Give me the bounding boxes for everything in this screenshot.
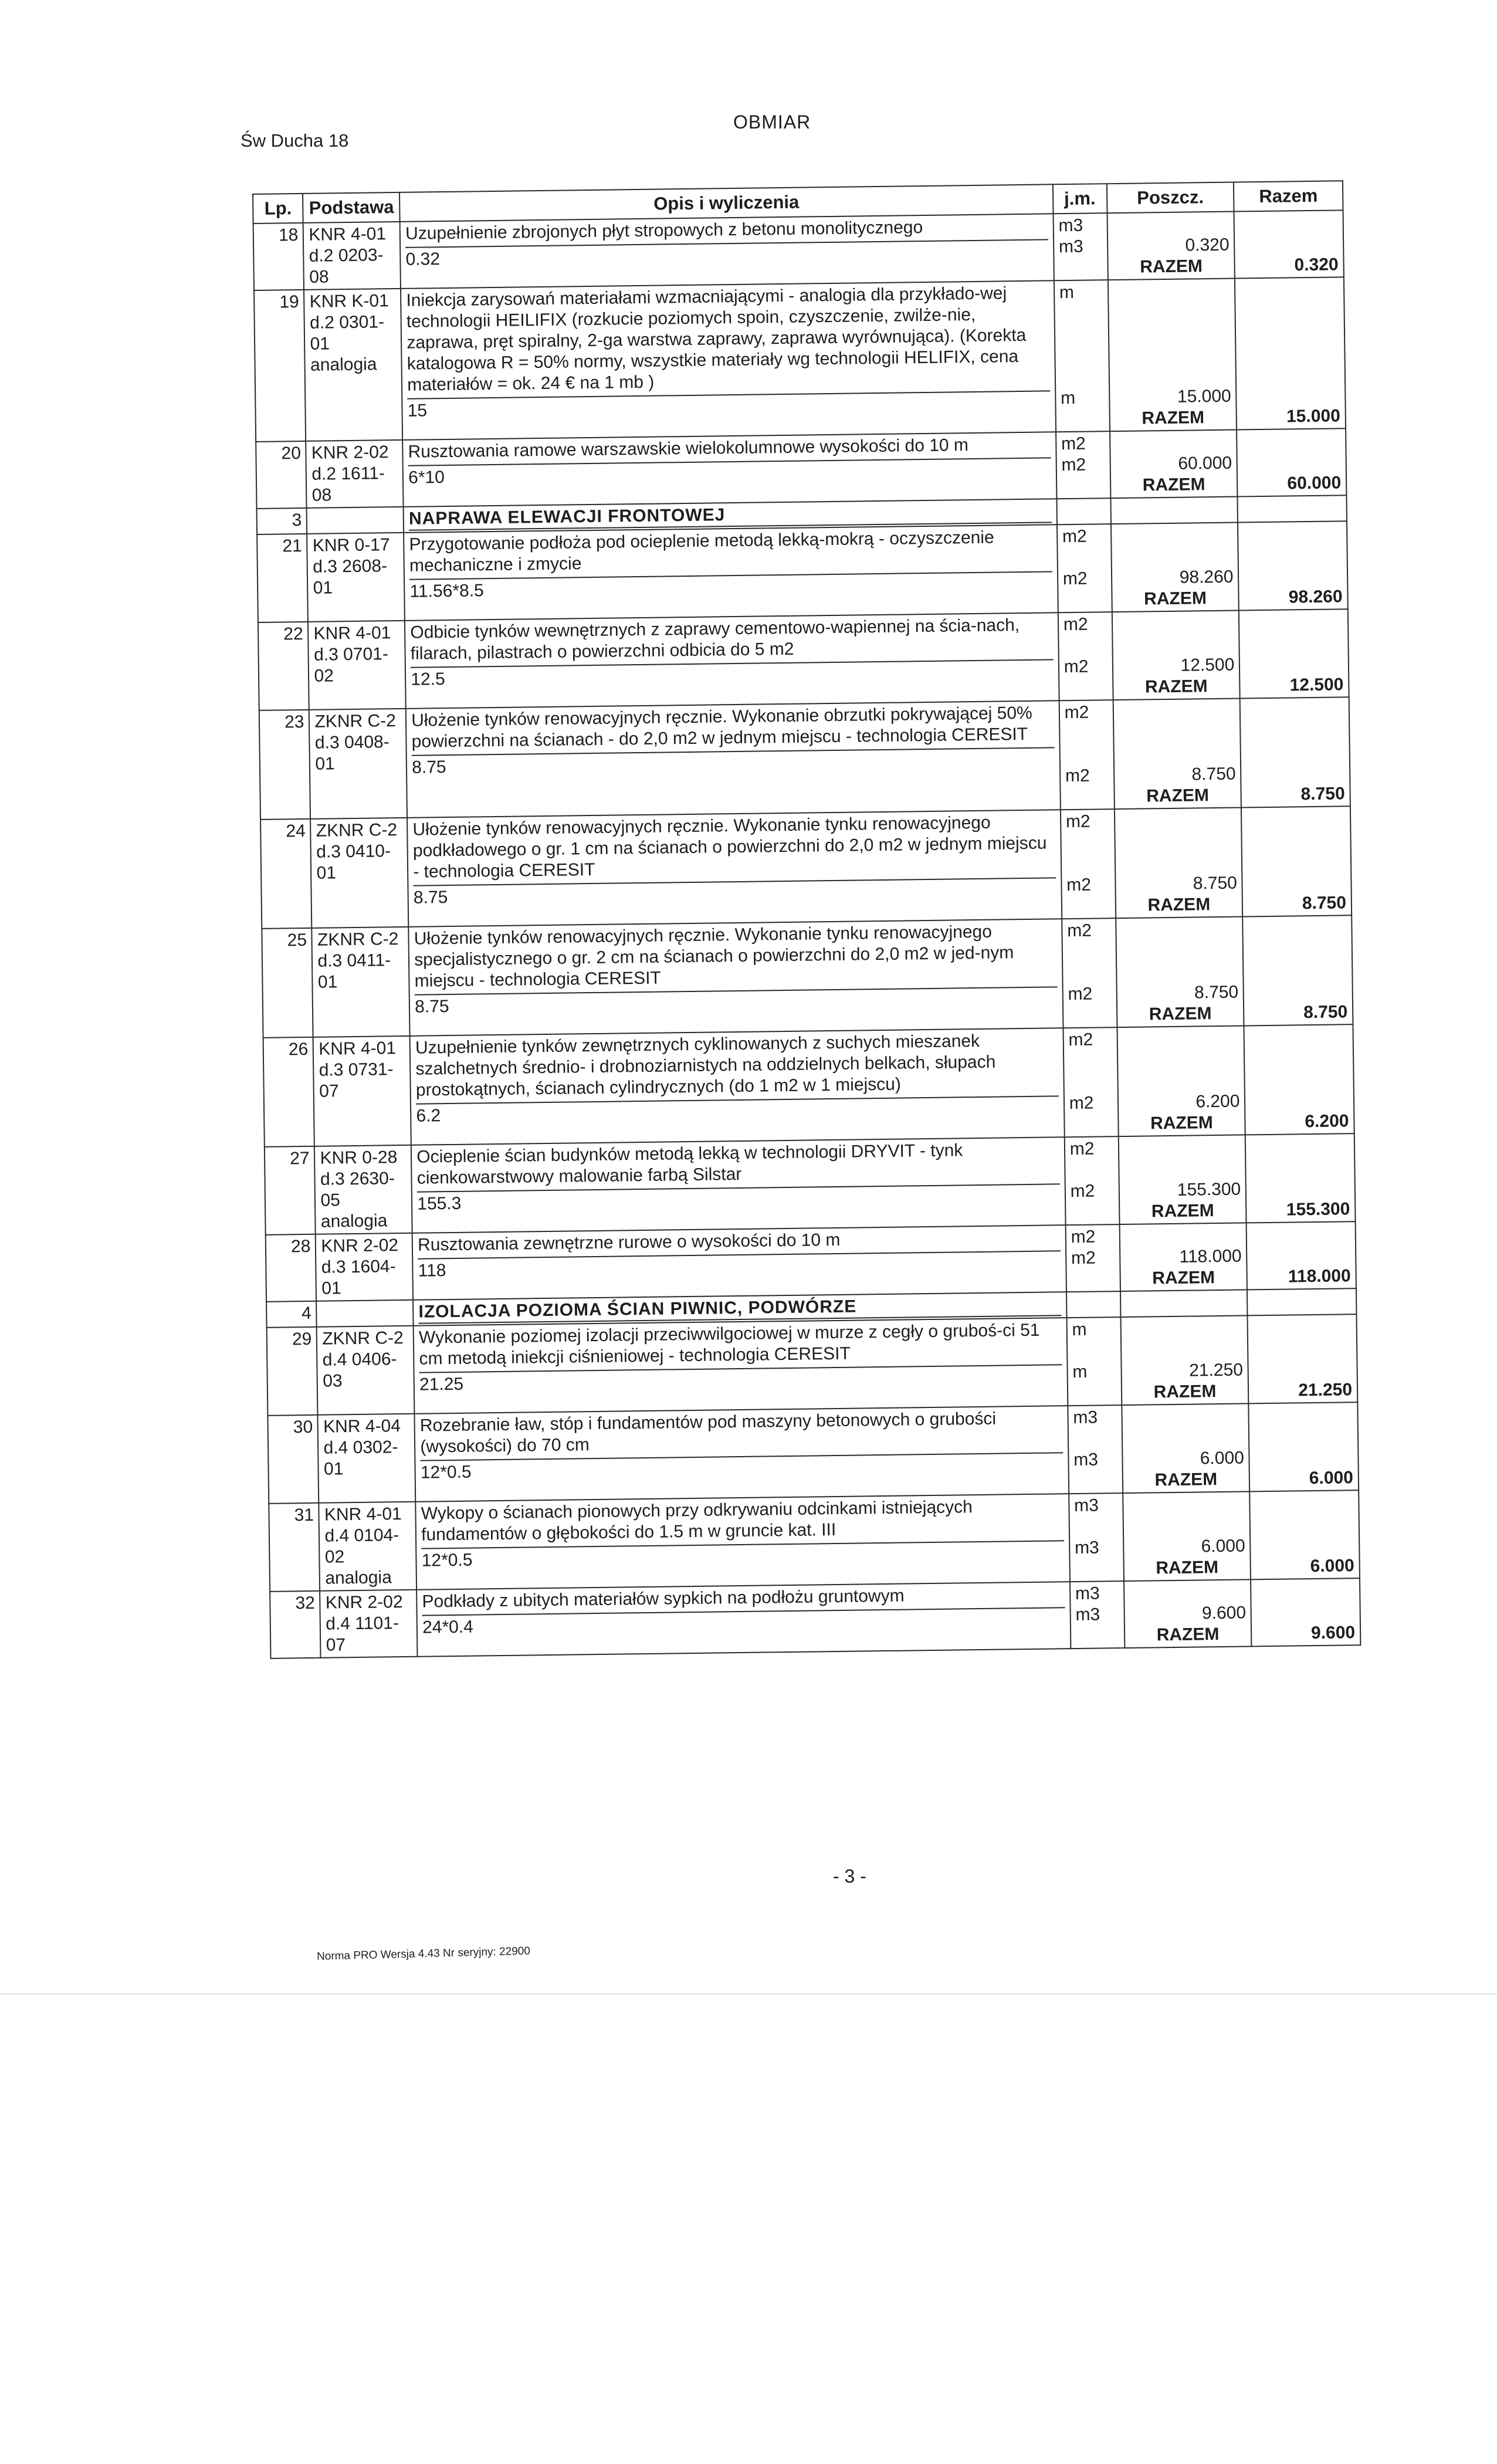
row-opis-cell bbox=[409, 919, 1064, 1036]
table-row bbox=[265, 1133, 1356, 1235]
row-description: Wykopy o ścianach pionowych przy odkrywaniu odcinkami istniejących fundamentów o głębokości do 1.5 m w gruncie kat. III bbox=[421, 1497, 973, 1545]
row-opis-cell bbox=[407, 810, 1062, 927]
row-total: 6.200 bbox=[1305, 1111, 1349, 1132]
row-unit: m2 bbox=[1069, 1139, 1095, 1159]
row-calculation: 8.75 bbox=[412, 747, 1055, 778]
blank-area bbox=[0, 1995, 1497, 2464]
row-podstawa: ZKNR C-2 d.3 0411-01 bbox=[312, 927, 410, 1037]
row-calculation: 0.32 bbox=[405, 239, 1048, 270]
row-razem-label: RAZEM bbox=[1144, 676, 1208, 697]
row-razem-cell bbox=[1234, 210, 1344, 278]
row-quantity: 21.250 bbox=[1189, 1360, 1244, 1380]
row-jm-cell bbox=[1065, 1224, 1120, 1292]
row-razem-label: RAZEM bbox=[1142, 408, 1205, 428]
row-unit: m3 bbox=[1075, 1583, 1100, 1604]
row-lp: 22 bbox=[258, 622, 309, 710]
row-unit-repeat: m2 bbox=[1071, 1248, 1096, 1268]
row-opis-cell bbox=[414, 1318, 1068, 1414]
section-number: 4 bbox=[266, 1301, 317, 1328]
row-opis-cell bbox=[402, 432, 1056, 507]
row-poszcz-cell bbox=[1110, 430, 1238, 499]
software-footer: Norma PRO Wersja 4.43 Nr seryjny: 22900 bbox=[316, 1945, 531, 1963]
row-poszcz-cell bbox=[1122, 1403, 1250, 1493]
row-description: Podkłady z ubitych materiałów sypkich na podłożu gruntowym bbox=[422, 1586, 905, 1612]
row-quantity: 6.000 bbox=[1201, 1536, 1245, 1556]
row-quantity: 6.200 bbox=[1195, 1091, 1240, 1112]
row-podstawa: ZKNR C-2 d.3 0410-01 bbox=[311, 818, 409, 928]
table-row bbox=[263, 1024, 1354, 1147]
col-header-opis: Opis i wyliczenia bbox=[399, 184, 1053, 222]
row-razem-label: RAZEM bbox=[1156, 1558, 1219, 1578]
cost-estimate-table bbox=[252, 180, 1361, 1659]
row-calculation: 8.75 bbox=[415, 986, 1058, 1017]
row-razem-label: RAZEM bbox=[1152, 1268, 1215, 1288]
row-unit-repeat: m3 bbox=[1073, 1450, 1099, 1470]
section-jm-cell bbox=[1056, 498, 1110, 524]
row-jm-cell bbox=[1063, 1027, 1118, 1137]
row-unit-repeat: m2 bbox=[1062, 568, 1088, 589]
table-row bbox=[269, 1490, 1360, 1592]
row-podstawa: KNR 4-01 d.4 0104-02 analogia bbox=[319, 1502, 417, 1591]
row-total: 98.260 bbox=[1288, 587, 1343, 607]
row-quantity: 8.750 bbox=[1194, 982, 1239, 1003]
section-poszcz-cell bbox=[1120, 1289, 1247, 1317]
row-description: Ułożenie tynków renowacyjnych ręcznie. Wykonanie obrzutki pokrywającej 50% powierzchni na ścianach - do 2,0 m2 w jednym miejscu - technologia CERESIT bbox=[411, 703, 1032, 752]
row-lp: 30 bbox=[267, 1415, 319, 1504]
row-jm-cell bbox=[1056, 431, 1110, 499]
row-description: Uzupełnienie zbrojonych płyt stropowych z betonu monolitycznego bbox=[405, 218, 923, 243]
row-unit-repeat: m2 bbox=[1061, 455, 1086, 475]
row-unit: m2 bbox=[1068, 1030, 1093, 1050]
row-calculation: 6.2 bbox=[416, 1095, 1059, 1126]
row-opis-cell bbox=[411, 1137, 1065, 1233]
row-unit-repeat: m2 bbox=[1070, 1181, 1095, 1201]
section-razem-cell bbox=[1247, 1288, 1356, 1315]
row-razem-cell bbox=[1249, 1402, 1359, 1491]
row-quantity: 9.600 bbox=[1201, 1603, 1247, 1623]
row-unit-repeat: m3 bbox=[1058, 236, 1083, 257]
row-podstawa: KNR 2-02 d.4 1101-07 bbox=[320, 1590, 418, 1658]
row-razem-label: RAZEM bbox=[1147, 895, 1211, 915]
row-calculation: 11.56*8.5 bbox=[409, 571, 1052, 602]
row-calculation: 118 bbox=[418, 1250, 1061, 1281]
row-unit: m3 bbox=[1073, 1495, 1099, 1516]
row-poszcz-cell bbox=[1114, 807, 1242, 918]
row-total: 12.500 bbox=[1289, 675, 1344, 695]
table-row bbox=[254, 277, 1346, 442]
table-row bbox=[253, 210, 1344, 290]
row-unit-repeat: m2 bbox=[1064, 656, 1089, 677]
row-description: Ułożenie tynków renowacyjnych ręcznie. Wykonanie tynku renowacyjnego podkładowego o gr. 1 cm na ścianach o powierzchni do 2,0 m2 w jednym miejscu - technologia CERESIT bbox=[412, 813, 1047, 882]
row-quantity: 155.300 bbox=[1177, 1179, 1241, 1200]
row-unit: m3 bbox=[1058, 215, 1083, 236]
table-row bbox=[260, 806, 1352, 929]
row-jm-cell bbox=[1062, 918, 1117, 1028]
row-lp: 18 bbox=[253, 223, 304, 290]
row-opis-cell bbox=[415, 1494, 1069, 1590]
row-lp: 28 bbox=[266, 1234, 317, 1302]
row-podstawa: KNR 4-04 d.4 0302-01 bbox=[318, 1414, 416, 1503]
row-lp: 24 bbox=[260, 819, 312, 929]
row-razem-cell bbox=[1248, 1314, 1357, 1403]
row-unit: m2 bbox=[1061, 434, 1086, 454]
row-unit: m2 bbox=[1065, 811, 1090, 832]
row-razem-label: RAZEM bbox=[1149, 1004, 1212, 1024]
col-header-poszcz: Poszcz. bbox=[1106, 182, 1234, 214]
section-empty-cell bbox=[307, 507, 404, 534]
row-podstawa: KNR 0-17 d.3 2608-01 bbox=[307, 533, 405, 622]
table-body bbox=[253, 210, 1361, 1659]
row-podstawa: KNR 0-28 d.3 2630-05 analogia bbox=[314, 1145, 412, 1234]
row-razem-cell bbox=[1240, 697, 1350, 807]
header-title: OBMIAR bbox=[733, 111, 811, 133]
row-poszcz-cell bbox=[1107, 212, 1235, 280]
row-razem-label: RAZEM bbox=[1142, 475, 1205, 495]
row-quantity: 8.750 bbox=[1191, 764, 1236, 784]
row-unit-repeat: m bbox=[1072, 1362, 1088, 1382]
row-poszcz-cell bbox=[1119, 1223, 1247, 1291]
row-lp: 31 bbox=[269, 1503, 320, 1592]
row-unit: m bbox=[1059, 282, 1075, 303]
row-unit-repeat: m2 bbox=[1066, 875, 1092, 895]
row-lp: 32 bbox=[270, 1591, 321, 1659]
row-jm-cell bbox=[1058, 612, 1113, 700]
col-header-lp: Lp. bbox=[253, 194, 303, 224]
section-number: 3 bbox=[257, 508, 307, 534]
row-podstawa: KNR 4-01 d.3 0701-02 bbox=[308, 621, 406, 710]
row-poszcz-cell bbox=[1112, 611, 1240, 700]
row-razem-cell bbox=[1247, 1221, 1356, 1289]
row-jm-cell bbox=[1069, 1493, 1124, 1582]
row-jm-cell bbox=[1054, 280, 1110, 432]
row-razem-cell bbox=[1235, 277, 1346, 429]
row-razem-label: RAZEM bbox=[1140, 256, 1203, 277]
row-lp: 19 bbox=[254, 290, 306, 442]
row-lp: 21 bbox=[257, 534, 308, 622]
row-lp: 26 bbox=[263, 1037, 315, 1147]
row-opis-cell bbox=[401, 280, 1056, 440]
row-lp: 25 bbox=[262, 928, 313, 1038]
row-description: Ocieplenie ścian budynków metodą lekką w technologii DRYVIT - tynk cienkowarstwowy malowanie farbą Silstar bbox=[416, 1140, 963, 1188]
row-poszcz-cell bbox=[1113, 698, 1241, 809]
row-lp: 20 bbox=[256, 441, 307, 509]
row-calculation: 12*0.5 bbox=[421, 1452, 1064, 1483]
row-podstawa: KNR 2-02 d.2 1611-08 bbox=[306, 440, 404, 508]
row-description: Rusztowania ramowe warszawskie wielokolumnowe wysokości do 10 m bbox=[408, 435, 969, 462]
cost-estimate-table-wrapper bbox=[252, 180, 1361, 1659]
col-header-jm: j.m. bbox=[1053, 184, 1107, 214]
row-razem-label: RAZEM bbox=[1143, 588, 1207, 609]
row-poszcz-cell bbox=[1117, 1025, 1245, 1136]
row-jm-cell bbox=[1053, 213, 1107, 280]
row-razem-label: RAZEM bbox=[1154, 1470, 1218, 1490]
row-razem-cell bbox=[1244, 1024, 1354, 1135]
row-total: 118.000 bbox=[1288, 1266, 1351, 1287]
row-jm-cell bbox=[1057, 524, 1112, 612]
row-calculation: 15 bbox=[407, 390, 1050, 421]
row-description: Wykonanie poziomej izolacji przeciwwilgociowej w murze z cegły o gruboś-ci 51 cm metodą iniekcji ciśnieniowej - technologia CERESIT bbox=[418, 1320, 1040, 1369]
row-total: 6.000 bbox=[1310, 1556, 1354, 1576]
row-unit-repeat: m2 bbox=[1065, 766, 1090, 786]
row-quantity: 6.000 bbox=[1200, 1448, 1245, 1468]
row-unit: m2 bbox=[1062, 526, 1087, 547]
row-unit-repeat: m2 bbox=[1068, 984, 1093, 1004]
row-opis-cell bbox=[412, 1225, 1066, 1300]
col-header-podstawa: Podstawa bbox=[303, 192, 399, 223]
row-unit: m2 bbox=[1064, 702, 1089, 723]
row-quantity: 98.260 bbox=[1179, 567, 1234, 587]
row-calculation: 12*0.5 bbox=[421, 1540, 1064, 1571]
row-podstawa: ZKNR C-2 d.3 0408-01 bbox=[309, 709, 407, 819]
row-razem-label: RAZEM bbox=[1150, 1113, 1213, 1133]
row-total: 8.750 bbox=[1302, 893, 1347, 913]
row-lp: 23 bbox=[259, 710, 311, 820]
table-row bbox=[258, 609, 1349, 710]
row-description: Rozebranie ław, stóp i fundamentów pod maszyny betonowych o grubości (wysokości) do 70 cm bbox=[419, 1409, 997, 1457]
row-jm-cell bbox=[1070, 1581, 1125, 1649]
row-total: 8.750 bbox=[1300, 784, 1345, 804]
row-description: Odbicie tynków wewnętrznych z zaprawy cementowo-wapiennej na ścia-nach, filarach, pilastrach o powierzchni odbicia do 5 m2 bbox=[410, 615, 1020, 664]
row-podstawa: KNR 2-02 d.3 1604-01 bbox=[316, 1233, 413, 1301]
row-quantity: 8.750 bbox=[1193, 873, 1238, 893]
row-razem-cell bbox=[1243, 915, 1353, 1025]
row-total: 8.750 bbox=[1303, 1002, 1348, 1023]
section-empty-cell bbox=[317, 1300, 414, 1327]
row-unit: m2 bbox=[1063, 614, 1088, 635]
row-calculation: 155.3 bbox=[417, 1183, 1060, 1214]
section-title: NAPRAWA ELEWACJI FRONTOWEJ bbox=[409, 500, 1052, 530]
row-quantity: 118.000 bbox=[1179, 1246, 1242, 1267]
row-poszcz-cell bbox=[1124, 1579, 1252, 1648]
row-total: 60.000 bbox=[1287, 473, 1342, 493]
row-poszcz-cell bbox=[1120, 1315, 1249, 1405]
row-podstawa: KNR K-01 d.2 0301-01 analogia bbox=[304, 289, 402, 441]
row-lp: 29 bbox=[267, 1327, 318, 1416]
table-row bbox=[266, 1221, 1356, 1302]
row-unit: m3 bbox=[1073, 1407, 1098, 1428]
table-row bbox=[267, 1314, 1358, 1416]
row-poszcz-cell bbox=[1111, 523, 1239, 612]
row-poszcz-cell bbox=[1123, 1491, 1251, 1581]
row-unit: m2 bbox=[1067, 920, 1092, 941]
row-poszcz-cell bbox=[1116, 916, 1244, 1027]
table-row bbox=[259, 697, 1350, 820]
row-total: 6.000 bbox=[1309, 1468, 1354, 1488]
row-razem-cell bbox=[1250, 1490, 1360, 1579]
header-address: Św Ducha 18 bbox=[241, 130, 349, 151]
row-podstawa: ZKNR C-2 d.4 0406-03 bbox=[317, 1326, 415, 1415]
row-total: 155.300 bbox=[1286, 1199, 1350, 1220]
row-razem-label: RAZEM bbox=[1151, 1201, 1214, 1221]
page-number: - 3 - bbox=[833, 1866, 866, 1887]
table-row bbox=[267, 1402, 1359, 1504]
row-razem-cell bbox=[1239, 609, 1349, 698]
row-description: Ułożenie tynków renowacyjnych ręcznie. Wykonanie tynku renowacyjnego specjalistycznego o gr. 2 cm na ścianach o powierzchni do 2,0 m2 w jed-nym miejscu - technologia CERESIT bbox=[414, 922, 1014, 991]
row-jm-cell bbox=[1061, 809, 1116, 919]
section-jm-cell bbox=[1066, 1291, 1120, 1318]
row-jm-cell bbox=[1065, 1136, 1120, 1225]
table-row bbox=[256, 428, 1346, 509]
row-razem-cell bbox=[1237, 428, 1346, 496]
row-opis-cell bbox=[410, 1028, 1065, 1145]
row-unit: m bbox=[1072, 1319, 1087, 1340]
row-total: 21.250 bbox=[1298, 1380, 1353, 1400]
row-podstawa: KNR 4-01 d.2 0203-08 bbox=[303, 222, 401, 290]
row-opis-cell bbox=[405, 612, 1059, 709]
row-unit-repeat: m3 bbox=[1074, 1538, 1099, 1558]
row-quantity: 12.500 bbox=[1180, 655, 1235, 675]
row-lp: 27 bbox=[265, 1146, 316, 1235]
row-total: 15.000 bbox=[1286, 406, 1340, 427]
row-opis-cell bbox=[416, 1582, 1071, 1657]
row-jm-cell bbox=[1068, 1405, 1123, 1494]
row-quantity: 60.000 bbox=[1178, 453, 1232, 473]
row-unit-repeat: m bbox=[1060, 388, 1076, 408]
row-description: Rusztowania zewnętrzne rurowe o wysokości do 10 m bbox=[417, 1230, 841, 1255]
row-description: Uzupełnienie tynków zewnętrznych cyklinowanych z suchych mieszanek szalchetnych średnio- i drobnoziarnistych na oddzielnych belkach, słupach prostokątnych, ścianach cylindrycznych (do 1 m2 w 1 miejscu) bbox=[415, 1031, 996, 1100]
table-row bbox=[262, 915, 1353, 1038]
row-total: 9.600 bbox=[1310, 1623, 1356, 1643]
row-calculation: 6*10 bbox=[408, 457, 1051, 488]
row-razem-label: RAZEM bbox=[1153, 1382, 1217, 1402]
row-unit-repeat: m3 bbox=[1075, 1605, 1100, 1625]
row-unit: m2 bbox=[1071, 1227, 1096, 1247]
row-opis-cell bbox=[406, 700, 1061, 818]
col-header-razem: Razem bbox=[1234, 181, 1343, 211]
row-total: 0.320 bbox=[1294, 255, 1339, 275]
row-razem-cell bbox=[1245, 1133, 1355, 1223]
row-podstawa: KNR 4-01 d.3 0731-07 bbox=[313, 1036, 411, 1146]
table-row bbox=[270, 1578, 1360, 1659]
section-razem-cell bbox=[1238, 495, 1347, 522]
row-jm-cell bbox=[1059, 700, 1114, 810]
row-quantity: 0.320 bbox=[1185, 235, 1230, 255]
row-razem-cell bbox=[1251, 1578, 1360, 1646]
row-description: Iniekcja zarysowań materiałami wzmacniającymi - analogia dla przykłado-wej technologii HEILIFIX (rozkucie poziomych spoin, czyszczenie, zwilże-nie, zaprawa, pręt spiralny, 2-ga warstwa zaprawy, zaprawa wyrównująca). (Korekta katalogowa R = 50% normy, wszystkie materiały wg technologii HELIFIX, cena materiałów = ok. 24 € na 1 mb ) bbox=[406, 283, 1027, 395]
row-poszcz-cell bbox=[1107, 279, 1237, 432]
row-quantity: 15.000 bbox=[1177, 386, 1231, 407]
row-calculation: 24*0.4 bbox=[422, 1607, 1065, 1638]
row-calculation: 21.25 bbox=[419, 1364, 1062, 1395]
row-opis-cell bbox=[404, 524, 1058, 621]
row-calculation: 8.75 bbox=[414, 877, 1056, 908]
row-calculation: 12.5 bbox=[411, 659, 1054, 690]
section-title: IZOLACJA POZIOMA ŚCIAN PIWNIC, PODWÓRZE bbox=[418, 1294, 1061, 1324]
row-opis-cell bbox=[415, 1406, 1069, 1502]
row-razem-cell bbox=[1241, 806, 1352, 916]
row-razem-label: RAZEM bbox=[1146, 786, 1210, 806]
row-razem-cell bbox=[1238, 521, 1347, 610]
section-poszcz-cell bbox=[1110, 497, 1238, 524]
table-row bbox=[257, 521, 1348, 622]
row-unit-repeat: m2 bbox=[1069, 1093, 1094, 1113]
row-jm-cell bbox=[1066, 1317, 1122, 1406]
row-poszcz-cell bbox=[1118, 1135, 1247, 1224]
row-opis-cell bbox=[400, 214, 1054, 289]
row-description: Przygotowanie podłoża pod ocieplenie metodą lekką-mokrą - oczyszczenie mechaniczne i zmycie bbox=[409, 527, 994, 576]
row-razem-label: RAZEM bbox=[1156, 1624, 1220, 1645]
